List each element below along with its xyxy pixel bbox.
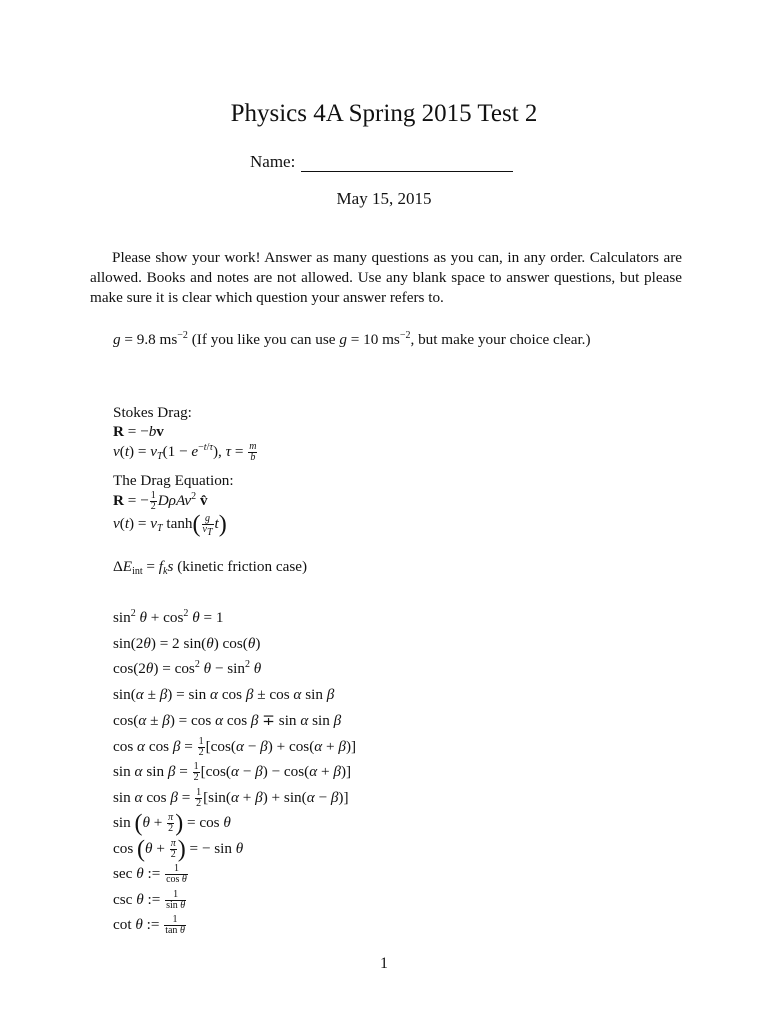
page-number: 1 <box>380 955 388 972</box>
identity-cos-sum: cos(α ± β) = cos α cos β ∓ sin α sin β <box>113 712 342 729</box>
drag-heading: The Drag Equation: <box>113 472 234 489</box>
name-label: Name: <box>250 152 296 171</box>
identity-sin-sum: sin(α ± β) = sin α cos β ± cos α sin β <box>113 685 335 703</box>
stokes-force-equation: R = −bv <box>113 423 164 440</box>
gravity-constant-line: g = 9.8 $ms^{-2}$ (If you like you can use g = 10 $ms^{-2}$, but make your choice clear.) <box>113 330 591 348</box>
name-blank-line <box>301 153 513 172</box>
identity-cos-product: cos α cos β = $\frac{1}{2}$ [cos(α − β) + cos(α + β)] <box>113 735 357 758</box>
instructions-paragraph: Please show your work! Answer as many questions as you can, in any order. Calculators are allowed. Books and notes are not allowed. Use any blank space to answer questions, but please make sure it is clear which question your answer refers to. <box>90 249 682 306</box>
identity-cos-double: $\cos(2\theta) = \cos^2 \theta - \sin^2 \theta$ <box>113 659 262 677</box>
drag-equation-block <box>113 472 234 538</box>
identity-sin-shift: sin (θ + $\frac{\pi}{2}$ ) = cos θ <box>113 810 231 837</box>
identity-sin-product: sin α sin β = $\frac{1}{2}$ [cos(α − β) − cos(α + β)] <box>113 761 352 783</box>
identity-sec: sec θ := $\frac{1}{\text{cos θ}}$ <box>113 863 187 885</box>
page-title: Physics 4A Spring 2015 Test 2 <box>230 100 538 127</box>
identity-sin-double: sin(2θ) = 2 sin(θ) cos(θ) <box>113 634 261 652</box>
friction-energy-equation: $\Delta E_{int} = f_ks$ (kinetic friction case) <box>113 558 308 577</box>
stokes-drag-block <box>113 404 258 463</box>
identity-cot: cot θ := $\frac{1}{\text{tan θ}}$ <box>113 914 185 936</box>
identity-sin-cos-product: sin α cos β = $\frac{1}{2}$ [sin(α + β) + sin(α − β)] <box>113 786 349 809</box>
test-date: May 15, 2015 <box>336 189 432 208</box>
trig-identities <box>113 609 356 941</box>
identity-csc: csc θ := $\frac{1}{\text{sin θ}}$ <box>113 888 186 911</box>
stokes-heading: Stokes Drag: <box>113 404 192 421</box>
identity-pythagorean: $\sin^2 \theta + \cos^2 \theta = 1$ <box>113 608 224 626</box>
name-field <box>250 152 513 172</box>
stokes-velocity-equation: $v(t) = v_T(1 - e^{-t/\tau})$, τ = $\frac{m}{b}$ <box>113 441 257 463</box>
drag-force-equation: R = − $\frac{1}{2}$ DρAv$^2$ v̂ <box>113 490 208 512</box>
identity-cos-shift: cos (θ + $\frac{\pi}{2}$ ) = − sin θ <box>113 836 244 862</box>
drag-velocity-equation: $v(t) = v_T$ tanh( $\frac{g}{v_T}$ t) <box>113 511 227 538</box>
